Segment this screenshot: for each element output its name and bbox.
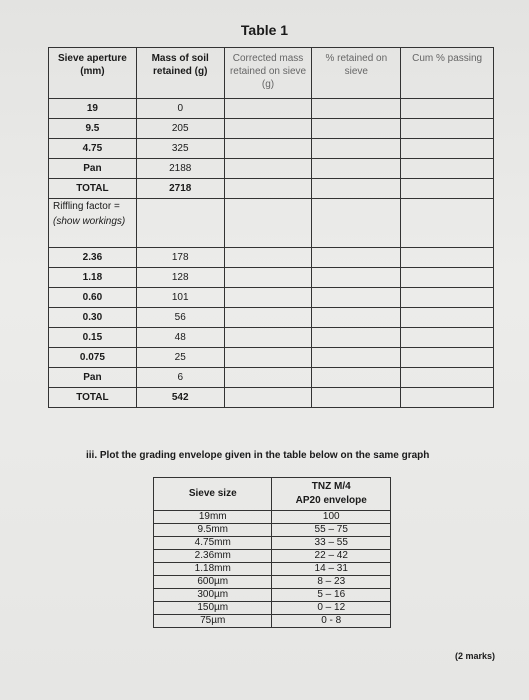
envelope-cell: 0 – 12 <box>272 602 391 615</box>
envelope-cell: 8 – 23 <box>272 576 391 589</box>
header-sieve-aperture: Sieve aperture (mm) <box>49 48 137 99</box>
header-cum-passing: Cum % passing <box>401 48 494 99</box>
mass-retained-cell: 6 <box>136 368 224 388</box>
mass-retained-cell: 178 <box>136 248 224 268</box>
sieve-aperture-cell: 19 <box>49 99 137 119</box>
table-row <box>154 511 391 524</box>
table-cell[interactable] <box>312 248 401 268</box>
table-row <box>154 524 391 537</box>
table-cell[interactable] <box>136 199 224 248</box>
table-cell[interactable] <box>312 388 401 408</box>
table-cell[interactable] <box>401 268 494 288</box>
sieve-aperture-cell: 9.5 <box>49 119 137 139</box>
table-cell[interactable] <box>401 368 494 388</box>
envelope-cell: 33 – 55 <box>272 537 391 550</box>
table-title: Table 1 <box>240 22 289 38</box>
table-cell[interactable] <box>312 268 401 288</box>
sieve-size-cell: 4.75mm <box>154 537 272 550</box>
mass-retained-cell: 56 <box>136 308 224 328</box>
header-envelope <box>272 478 391 511</box>
sieve-size-cell: 75µm <box>154 615 272 628</box>
table-cell[interactable] <box>312 288 401 308</box>
table-cell[interactable] <box>312 139 401 159</box>
table-row <box>49 159 494 179</box>
envelope-cell: 5 – 16 <box>272 589 391 602</box>
table-row <box>49 368 494 388</box>
mass-retained-cell: 128 <box>136 268 224 288</box>
header-mass-retained: Mass of soil retained (g) <box>136 48 224 99</box>
mass-retained-cell: 325 <box>136 139 224 159</box>
mass-retained-cell: 205 <box>136 119 224 139</box>
marks-label: (2 marks) <box>455 651 496 661</box>
sieve-size-cell: 2.36mm <box>154 550 272 563</box>
table-row <box>154 615 391 628</box>
table-row <box>49 99 494 119</box>
table-cell[interactable] <box>401 119 494 139</box>
table-cell[interactable] <box>224 199 312 248</box>
table-cell[interactable] <box>401 248 494 268</box>
table-cell[interactable] <box>224 268 312 288</box>
sieve-aperture-cell: 0.30 <box>49 308 137 328</box>
header-envelope-line2: AP20 envelope <box>295 495 367 506</box>
table-cell[interactable] <box>224 388 312 408</box>
envelope-cell: 22 – 42 <box>272 550 391 563</box>
table-cell[interactable] <box>312 348 401 368</box>
mass-retained-cell: 48 <box>136 328 224 348</box>
mass-retained-cell: 25 <box>136 348 224 368</box>
header-sieve-size: Sieve size <box>154 478 272 511</box>
grading-envelope-table <box>153 477 391 628</box>
table-row <box>49 348 494 368</box>
table-cell[interactable] <box>401 199 494 248</box>
table-row <box>154 537 391 550</box>
table-row <box>49 288 494 308</box>
table-cell[interactable] <box>401 99 494 119</box>
sieve-aperture-cell: 0.075 <box>49 348 137 368</box>
table-cell[interactable] <box>401 388 494 408</box>
envelope-cell: 100 <box>272 511 391 524</box>
header-corrected-mass: Corrected mass retained on sieve (g) <box>224 48 312 99</box>
sieve-aperture-cell: TOTAL <box>49 179 137 199</box>
table-row <box>49 119 494 139</box>
table-cell[interactable] <box>224 179 312 199</box>
mass-retained-cell: 2188 <box>136 159 224 179</box>
sieve-aperture-cell: 0.60 <box>49 288 137 308</box>
mass-retained-cell: 542 <box>136 388 224 408</box>
sieve-aperture-cell: TOTAL <box>49 388 137 408</box>
riffling-cell <box>49 199 137 248</box>
plot-instruction: iii. Plot the grading envelope given in the table below on the same graph <box>86 450 430 461</box>
table-cell[interactable] <box>312 328 401 348</box>
table-cell[interactable] <box>401 139 494 159</box>
table-cell[interactable] <box>224 99 312 119</box>
sieve-size-cell: 1.18mm <box>154 563 272 576</box>
table-cell[interactable] <box>224 368 312 388</box>
table-cell[interactable] <box>224 248 312 268</box>
table-cell[interactable] <box>401 328 494 348</box>
table-cell[interactable] <box>224 308 312 328</box>
table-cell[interactable] <box>312 199 401 248</box>
header-percent-retained: % retained on sieve <box>312 48 401 99</box>
table-row <box>154 576 391 589</box>
mass-retained-cell: 0 <box>136 99 224 119</box>
sieve-aperture-cell: Pan <box>49 368 137 388</box>
riffling-label: Riffling factor = <box>53 201 120 212</box>
table-cell[interactable] <box>224 159 312 179</box>
table-row <box>154 602 391 615</box>
table-cell[interactable] <box>401 179 494 199</box>
header-envelope-line1: TNZ M/4 <box>311 481 351 492</box>
sieve-aperture-cell: 1.18 <box>49 268 137 288</box>
table-cell[interactable] <box>224 328 312 348</box>
table-row <box>154 589 391 602</box>
sieve-size-cell: 19mm <box>154 511 272 524</box>
sieve-aperture-cell: Pan <box>49 159 137 179</box>
table-cell[interactable] <box>312 179 401 199</box>
mass-retained-cell: 101 <box>136 288 224 308</box>
table-row <box>154 563 391 576</box>
table-cell[interactable] <box>312 99 401 119</box>
table-row <box>49 328 494 348</box>
mass-retained-cell: 2718 <box>136 179 224 199</box>
envelope-cell: 14 – 31 <box>272 563 391 576</box>
table-row <box>49 268 494 288</box>
table-cell[interactable] <box>224 288 312 308</box>
riffling-row <box>49 199 494 248</box>
table-cell[interactable] <box>401 159 494 179</box>
table-cell[interactable] <box>312 119 401 139</box>
sieve-size-cell: 300µm <box>154 589 272 602</box>
table-cell[interactable] <box>312 308 401 328</box>
sieve-size-cell: 150µm <box>154 602 272 615</box>
table-row <box>49 248 494 268</box>
table-row <box>49 179 494 199</box>
envelope-cell: 0 - 8 <box>272 615 391 628</box>
sieve-size-cell: 600µm <box>154 576 272 589</box>
riffling-note: (show workings) <box>53 216 126 227</box>
sieve-size-cell: 9.5mm <box>154 524 272 537</box>
sieve-aperture-cell: 4.75 <box>49 139 137 159</box>
sieve-aperture-cell: 2.36 <box>49 248 137 268</box>
table-cell[interactable] <box>224 119 312 139</box>
table-row <box>49 308 494 328</box>
table-row <box>49 388 494 408</box>
table-row <box>49 139 494 159</box>
table-cell[interactable] <box>224 348 312 368</box>
table-row <box>154 550 391 563</box>
table-cell[interactable] <box>312 368 401 388</box>
sieve-analysis-table <box>48 47 494 408</box>
table-cell[interactable] <box>312 159 401 179</box>
sieve-aperture-cell: 0.15 <box>49 328 137 348</box>
envelope-cell: 55 – 75 <box>272 524 391 537</box>
table-cell[interactable] <box>401 308 494 328</box>
table-cell[interactable] <box>401 348 494 368</box>
table-cell[interactable] <box>401 288 494 308</box>
table-cell[interactable] <box>224 139 312 159</box>
